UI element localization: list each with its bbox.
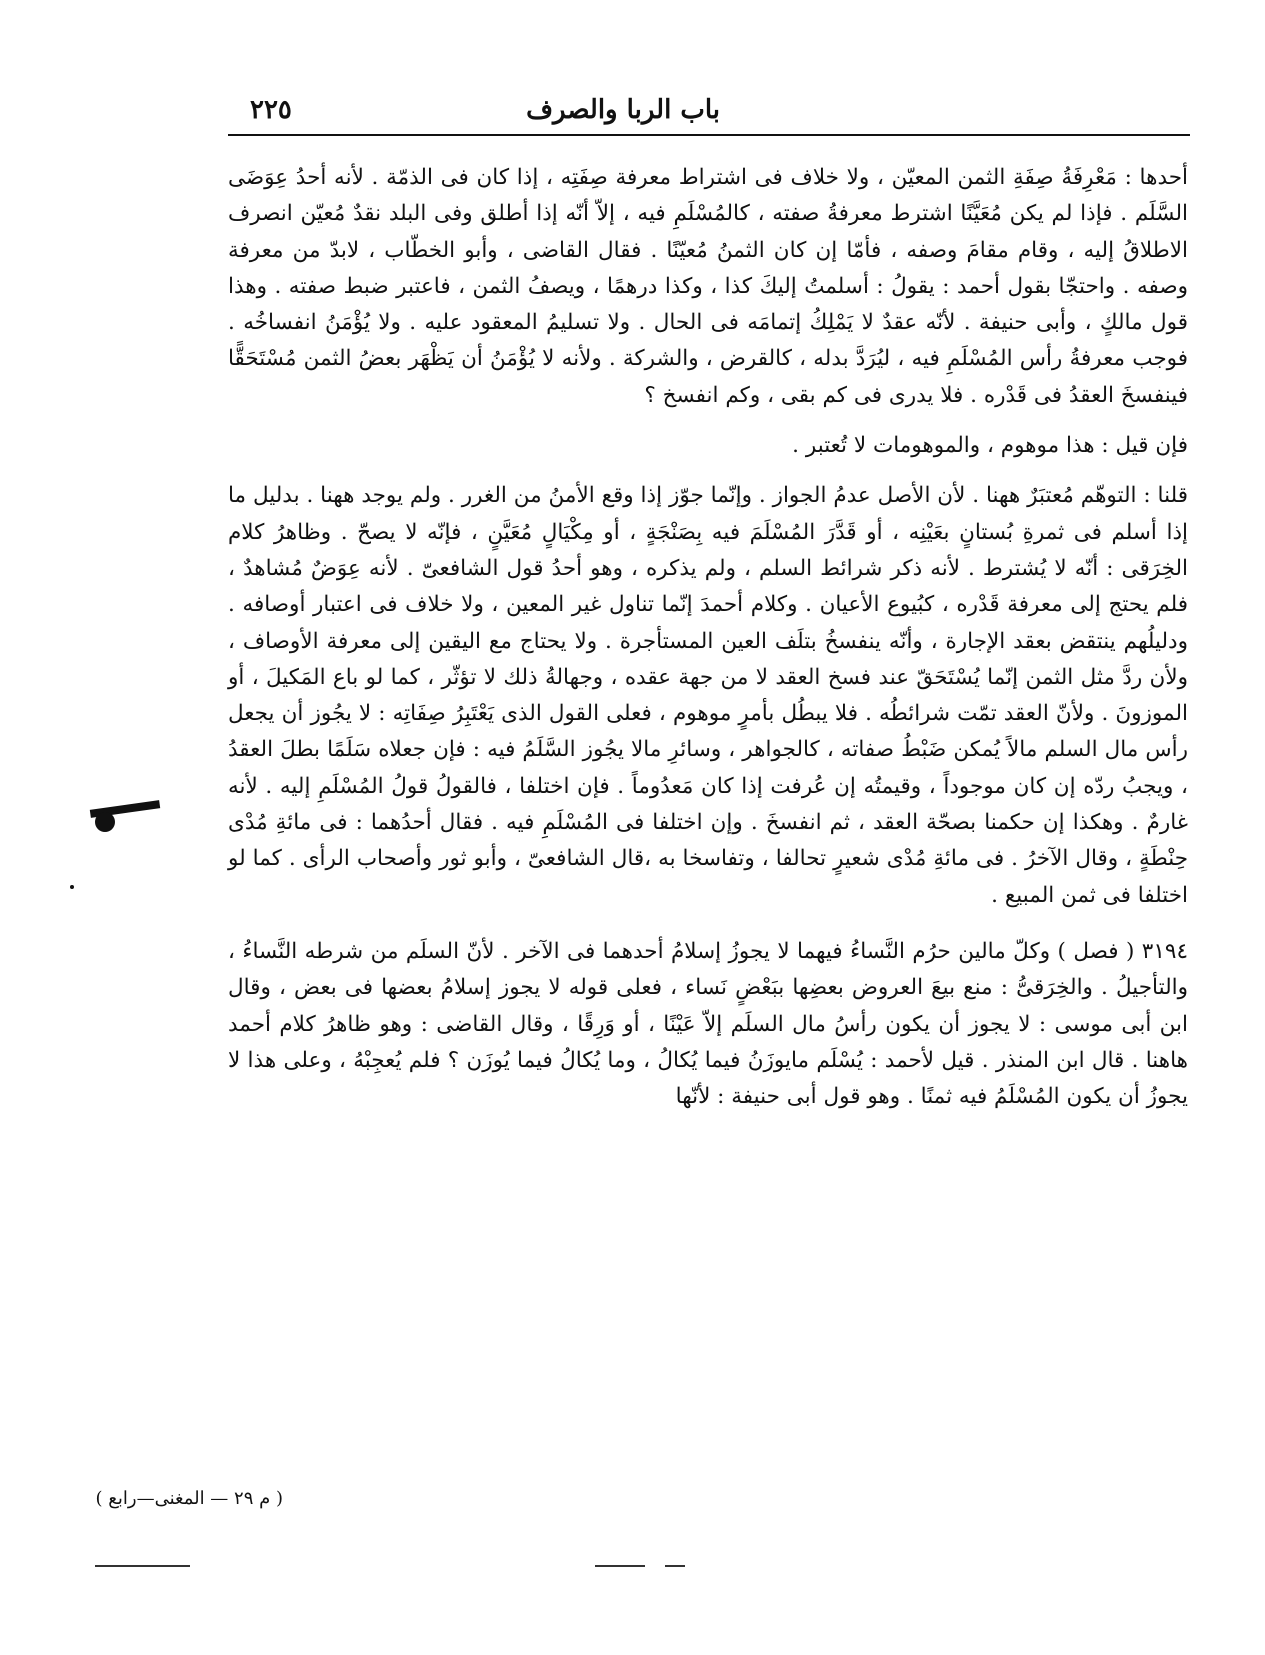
page-number: ٢٢٥	[250, 95, 292, 125]
margin-dot	[70, 885, 74, 889]
header-rule	[228, 134, 1190, 136]
paragraph-1: أحدها : مَعْرِفَةُ صِفَةِ الثمن المعيّن ، ولا خلاف فى اشتراط معرفة صِفَتِه ، إذا كان فى الذمّة . لأنه أحدُ عِوَضَى السَّلَم . فإذا لم يكن مُعَيَّنًا اشترط معرفةُ صفته ، كالمُسْلَمِ فيه ، إلاّ أنّه إذا أطلق وفى البلد نقدٌ مُعيّن انصرف الاطلاقُ إليه ، وقام مقامَ وصفه ، فأمّا إن كان الثمنُ مُعيّنًا . فقال القاضى ، وأبو الخطّاب ، لابدّ من معرفة وصفه . واحتجّا بقول أحمد : يقولُ : أسلمتُ إليكَ كذا ، وكذا درهمًا ، ويصفُ الثمن ، فاعتبر ضبط صفته . وهذا قول مالكٍ ، وأبى حنيفة . لأنّه عقدٌ لا يَمْلِكُ إتمامَه فى الحال . ولا تسليمُ المعقود عليه . ولا يُؤْمَنُ انفساخُه . فوجب معرفةُ رأس المُسْلَمِ فيه ، ليُرَدَّ بدله ، كالقرض ، والشركة . ولأنه لا يُؤْمَنُ أن يَظْهَر بعضُ الثمن مُسْتَحَقًّا فينفسخَ العقدُ فى قَدْره . فلا يدرى فى كم بقى ، وكم انفسخ ؟	[228, 165, 1188, 408]
paragraph-2: فإن قيل : هذا موهوم ، والموهومات لا تُعتبر .	[792, 433, 1188, 459]
volume-signature: ( م ٢٩ — المغنى—رابع )	[95, 1488, 283, 1509]
footer-rule-dash	[665, 1565, 685, 1567]
footer-rule-left	[95, 1565, 190, 1567]
document-body	[228, 160, 1188, 1115]
footer-rule-center	[595, 1565, 645, 1567]
paragraph-3: قلنا : التوهّم مُعتبَرٌ ههنا . لأن الأصل عدمُ الجواز . وإنّما جوّز إذا وقع الأمنُ من الغرر . ولم يوجد ههنا . بدليل ما إذا أسلم فى ثمرةِ بُستانٍ بعَيْنِه ، أو قَدَّرَ المُسْلَمَ فيه بِصَنْجَةٍ ، أو مِكْيَالٍ مُعَيَّنٍ ، فإنّه لا يصحّ . وظاهرُ كلام الخِرَقى : أنّه لا يُشترط . لأنه ذكر شرائط السلم ، ولم يذكره ، وهو أحدُ قول الشافعىّ . لأنه عِوَضٌ مُشاهدٌ ، فلم يحتج إلى معرفة قَدْره ، كبُيوع الأعيان . وكلام أحمدَ إنّما تناول غير المعين ، ولا خلاف فى اعتبار أوصافه . ودليلُهم ينتقض بعقد الإجارة ، وأنّه ينفسخُ بتلَف العين المستأجرة . ولا يحتاج مع اليقين إلى معرفة الأوصاف ، ولأن ردَّ مثل الثمن إنّما يُسْتَحَقّ عند فسخ العقد لا من جهة عقده ، وجهالةُ ذلك لا تؤثّر ، كما لو باع المَكيلَ ، أو الموزونَ . ولأنّ العقد تمّت شرائطُه . فلا يبطُل بأمرٍ موهوم ، فعلى القول الذى يَعْتَبِرُ صِفَاتِه : لا يجُوز أن يجعل رأس مال السلم مالاً يُمكن ضَبْطُ صفاته ، كالجواهر ، وسائرِ مالا يجُوز السَّلَمُ فيه : فإن جعلاه سَلَمًا بطلَ العقدُ ، ويجبُ ردّه إن كان موجوداً ، وقيمتُه إن عُرفت إذا كان مَعدُوماً . فإن اختلفا ، فالقولُ قولُ المُسْلَمِ إليه . لأنه غارمٌ . وهكذا إن حكمنا بصحّة العقد ، ثم انفسخَ . وإن اختلفا فى المُسْلَمِ فيه . فقال أحدُهما : فى مائةِ مُدْى حِنْطَةٍ ، وقال الآخرُ . فى مائةِ مُدْى شعيرٍ تحالفا ، وتفاسخا به ،قال الشافعىّ ، وأبو ثور وأصحاب الرأى . كما لو اختلفا فى ثمن المبيع .	[228, 483, 1188, 908]
paragraph-4: ٣١٩٤ ( فصل ) وكلّ مالين حرُم النَّساءُ فيهما لا يجوزُ إسلامُ أحدهما فى الآخر . لأنّ السلَم من شرطه النَّساءُ ، والتأجيلُ . والخِرَقىُّ : منع بيعَ العروض بعضِها ببَعْضٍ نَساء ، فعلى قوله لا يجوز إسلامُ بعضها فى بعض ، وقال ابن أبى موسى : لا يجوز أن يكون رأسُ مال السلَم إلاّ عَيْنًا ، أو وَرِقًا ، وقال القاضى : وهو ظاهرُ كلام أحمد هاهنا . قال ابن المنذر . قيل لأحمد : يُسْلَم مايوزَنُ فيما يُكالُ ، وما يُكالُ فيما يُوزَن ؟ فلم يُعجِبْهُ ، وعلى هذا لا يجوزُ أن يكون المُسْلَمُ فيه ثمنًا . وهو قول أبى حنيفة : لأنّها	[228, 938, 1188, 1110]
page-header	[230, 95, 1190, 135]
margin-ink-blot	[95, 812, 115, 832]
chapter-title: باب الربا والصرف	[526, 95, 720, 125]
